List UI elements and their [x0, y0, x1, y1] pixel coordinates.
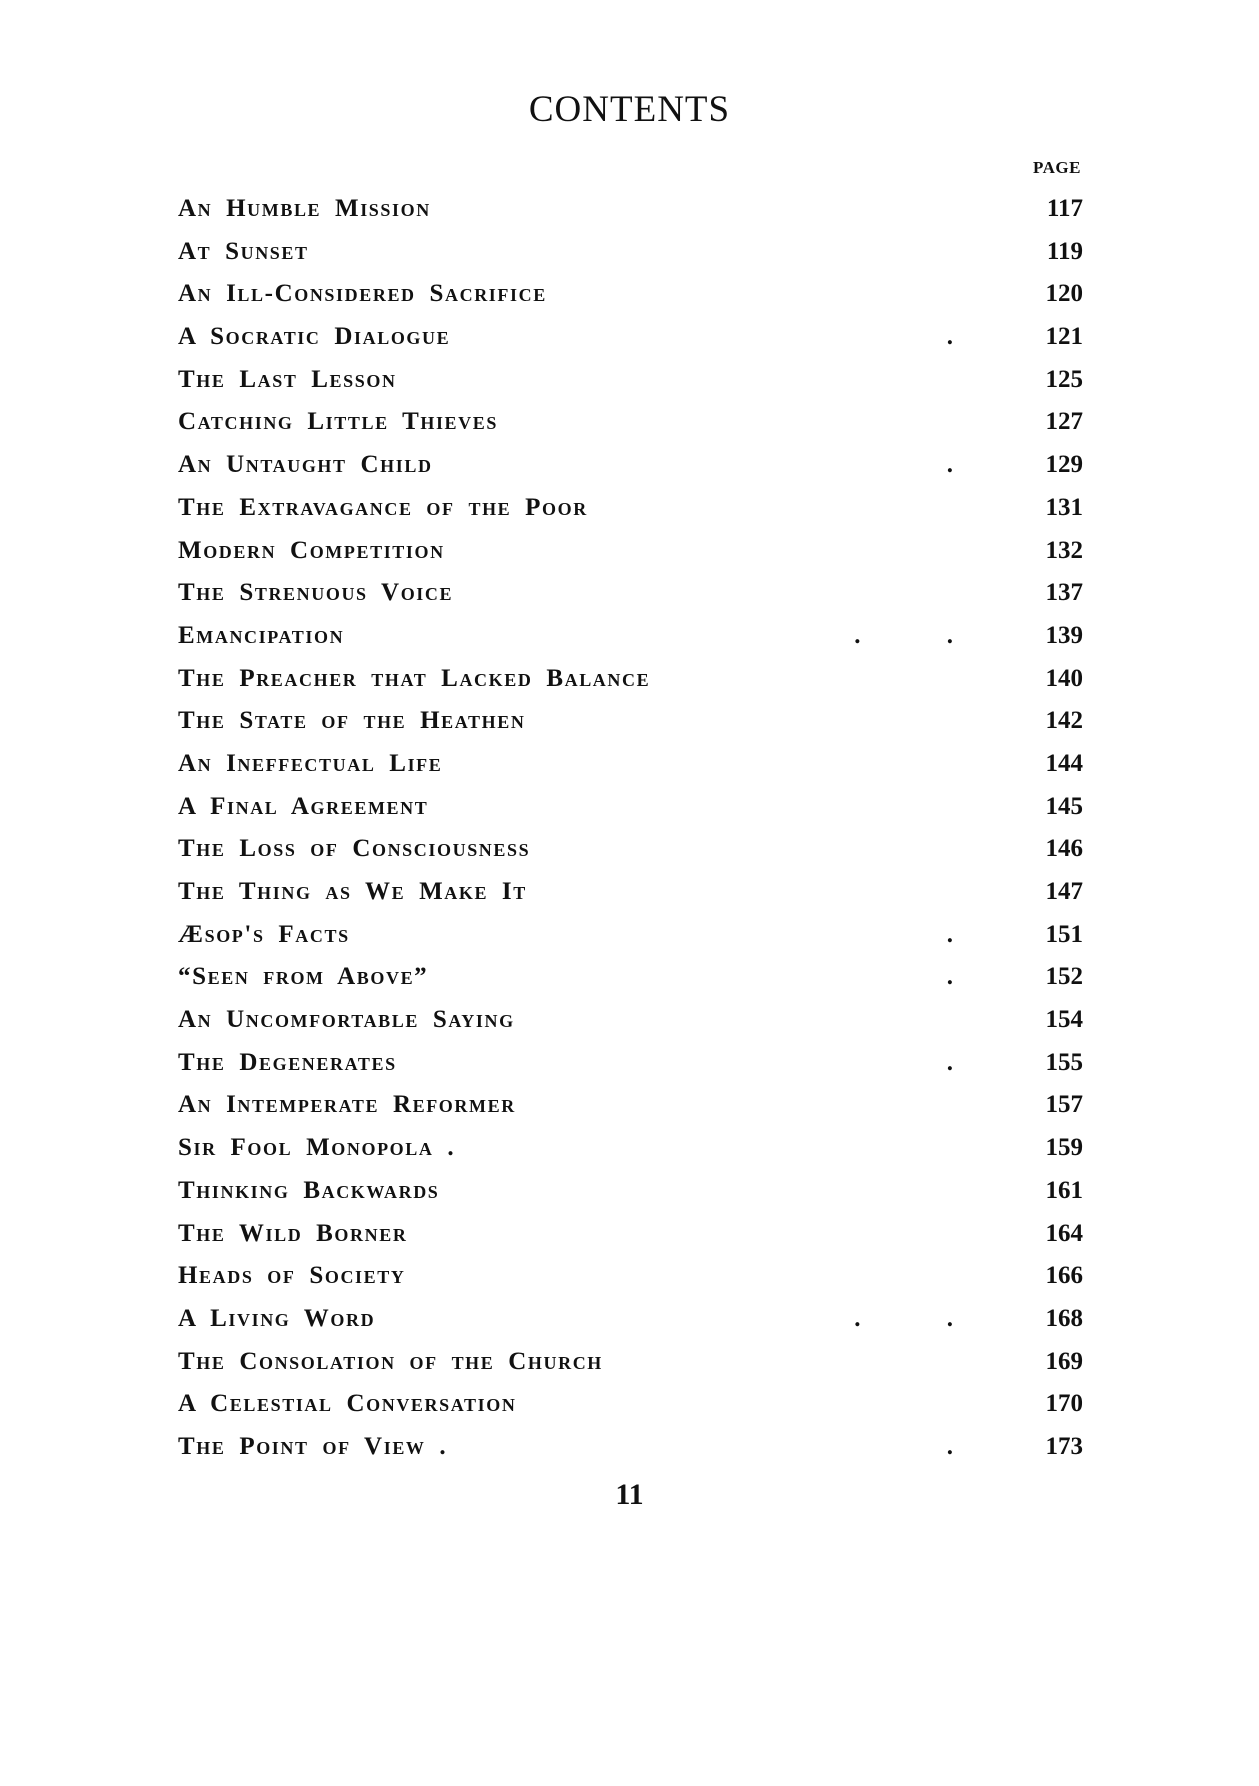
toc-entry-title: A Final Agreement — [178, 792, 429, 820]
toc-entry — [178, 658, 1083, 701]
toc-entry — [178, 615, 1083, 658]
toc-entry-title: The Last Lesson — [178, 365, 397, 393]
toc-entry-title: A Celestial Conversation — [178, 1390, 517, 1418]
toc-entry — [178, 401, 1083, 444]
toc-entry-page-number: 170 — [1045, 1390, 1083, 1418]
toc-entry — [178, 914, 1083, 957]
toc-entry — [178, 487, 1083, 530]
toc-entry — [178, 1298, 1083, 1341]
toc-entry-title: The Point of View . — [178, 1432, 448, 1460]
toc-entry-page-number: 120 — [1045, 280, 1083, 308]
toc-entry-title: Emancipation — [178, 621, 345, 649]
toc-entry-leader-dots: . — [946, 1432, 993, 1460]
toc-entry — [178, 871, 1083, 914]
toc-entry-title: The Thing as We Make It — [178, 878, 527, 905]
toc-entry-page-number: 140 — [1045, 664, 1083, 692]
toc-entry — [178, 530, 1083, 573]
toc-entry-title: The Strenuous Voice — [178, 579, 454, 607]
toc-entry-page-number: 154 — [1045, 1006, 1083, 1034]
toc-entry-title: An Uncomfortable Saying — [178, 1006, 515, 1034]
toc-entry — [178, 231, 1083, 274]
toc-entry-page-number: 139 — [1045, 621, 1083, 649]
toc-entry-title: The Extravagance of the Poor — [178, 493, 588, 521]
toc-entry-title: Thinking Backwards — [178, 1176, 440, 1204]
toc-entry — [178, 1341, 1083, 1384]
toc-entry-title: An Intemperate Reformer — [178, 1091, 516, 1119]
toc-entry-leader-dots: . — [946, 1048, 993, 1076]
contents-list — [178, 188, 1083, 1469]
toc-entry-page-number: 157 — [1045, 1091, 1083, 1119]
toc-entry-leader-dots: . . — [854, 1304, 993, 1332]
toc-entry — [178, 188, 1083, 231]
toc-entry — [178, 1127, 1083, 1170]
toc-entry-page-number: 121 — [1045, 323, 1083, 351]
toc-entry — [178, 700, 1083, 743]
toc-entry — [178, 1084, 1083, 1127]
toc-entry-title: The Degenerates — [178, 1048, 397, 1076]
toc-entry-leader-dots: . — [946, 323, 993, 351]
toc-entry-page-number: 168 — [1045, 1304, 1083, 1332]
toc-entry — [178, 273, 1083, 316]
toc-entry-page-number: 127 — [1045, 408, 1083, 436]
toc-entry-title: Catching Little Thieves — [178, 408, 498, 436]
toc-entry — [178, 444, 1083, 487]
toc-entry — [178, 1426, 1083, 1469]
page-title: CONTENTS — [528, 89, 731, 130]
toc-entry-leader-dots: . — [946, 451, 993, 479]
toc-entry-page-number: 119 — [1046, 237, 1083, 265]
toc-entry-leader-dots: . — [946, 963, 993, 991]
toc-entry-page-number: 164 — [1045, 1219, 1083, 1247]
toc-entry-page-number: 131 — [1045, 493, 1083, 521]
toc-entry-page-number: 137 — [1045, 579, 1083, 607]
toc-entry-title: Heads of Society — [178, 1262, 406, 1290]
toc-entry-page-number: 146 — [1045, 835, 1083, 863]
toc-entry — [178, 999, 1083, 1042]
toc-entry-title: Sir Fool Monopola . — [178, 1134, 456, 1162]
toc-entry-title: An Ill-Considered Sacrifice — [178, 280, 547, 308]
toc-entry-title: Modern Competition — [178, 536, 445, 564]
toc-entry-page-number: 125 — [1045, 365, 1083, 393]
toc-entry-title: The Consolation of the Church — [178, 1347, 603, 1375]
toc-entry — [178, 359, 1083, 402]
toc-entry-page-number: 155 — [1045, 1048, 1083, 1076]
toc-entry-page-number: 132 — [1045, 536, 1083, 564]
toc-entry-title: A Living Word — [178, 1304, 376, 1332]
toc-entry — [178, 316, 1083, 359]
toc-entry-title: “Seen from Above” — [178, 963, 429, 991]
toc-entry-page-number: 166 — [1045, 1262, 1083, 1290]
toc-entry-page-number: 151 — [1045, 920, 1083, 948]
toc-entry — [178, 572, 1083, 615]
toc-entry-page-number: 173 — [1045, 1432, 1083, 1460]
toc-entry-page-number: 159 — [1045, 1134, 1083, 1162]
toc-entry — [178, 1255, 1083, 1298]
toc-entry-page-number: 117 — [1046, 195, 1083, 222]
toc-entry — [178, 786, 1083, 829]
toc-entry-title: A Socratic Dialogue — [178, 323, 451, 351]
toc-entry — [178, 828, 1083, 871]
toc-entry — [178, 1170, 1083, 1213]
toc-entry-page-number: 129 — [1045, 451, 1083, 479]
toc-entry-page-number: 152 — [1045, 963, 1083, 991]
toc-entry-title: The Preacher that Lacked Balance — [178, 664, 651, 692]
toc-entry — [178, 956, 1083, 999]
toc-entry-leader-dots: . — [946, 920, 993, 948]
toc-entry-title: An Ineffectual Life — [178, 749, 443, 777]
toc-entry-page-number: 169 — [1045, 1347, 1083, 1375]
toc-entry-title: At Sunset — [178, 237, 309, 265]
toc-entry-title: An Humble Mission — [178, 195, 431, 222]
toc-entry — [178, 1213, 1083, 1256]
toc-entry-page-number: 144 — [1045, 749, 1083, 777]
toc-entry — [178, 1383, 1083, 1426]
toc-entry-title: An Untaught Child — [178, 451, 433, 479]
toc-entry — [178, 1042, 1083, 1085]
toc-entry — [178, 743, 1083, 786]
toc-entry-page-number: 145 — [1045, 792, 1083, 820]
toc-entry-leader-dots: . . — [854, 621, 993, 649]
toc-entry-title: The Loss of Consciousness — [178, 835, 531, 863]
toc-entry-title: The Wild Borner — [178, 1219, 408, 1247]
toc-entry-title: Æsop's Facts — [178, 920, 350, 948]
page-number: 11 — [615, 1478, 644, 1511]
toc-entry-page-number: 147 — [1045, 878, 1083, 905]
page-column-label: PAGE — [1033, 158, 1081, 177]
toc-entry-page-number: 142 — [1045, 707, 1083, 735]
toc-entry-title: The State of the Heathen — [178, 707, 526, 735]
toc-entry-page-number: 161 — [1045, 1176, 1083, 1204]
